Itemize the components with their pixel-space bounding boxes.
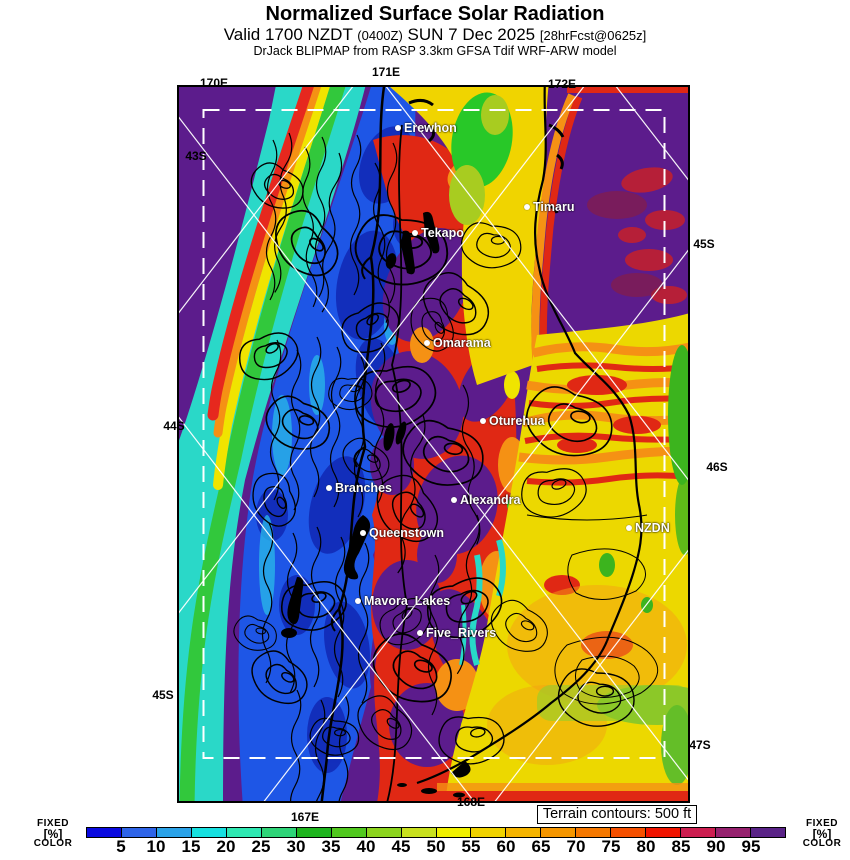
city-dot-icon	[355, 598, 361, 604]
city-dot-icon	[412, 230, 418, 236]
valid-prefix: Valid 1700 NZDT	[223, 25, 353, 44]
colorbar-tick: 60	[496, 837, 516, 856]
colorbar-tick: 40	[356, 837, 376, 856]
city-marker-mavora_lakes	[355, 594, 450, 608]
city-dot-icon	[417, 630, 423, 636]
city-label: Tekapo	[421, 226, 464, 240]
city-marker-oturehua	[480, 414, 545, 428]
city-dot-icon	[451, 497, 457, 503]
city-dot-icon	[480, 418, 486, 424]
colorbar-box	[297, 828, 332, 837]
fixed-color-label-left	[28, 819, 78, 849]
colorbar-box	[192, 828, 227, 837]
colorbar-tick: 5	[116, 837, 126, 856]
terrain-contours-note: Terrain contours: 500 ft	[537, 805, 697, 824]
city-label: Erewhon	[404, 121, 457, 135]
city-label: Timaru	[533, 200, 575, 214]
colorbar-box	[751, 828, 785, 837]
city-dot-icon	[360, 530, 366, 536]
fixed-label-line: COLOR	[802, 838, 842, 849]
colorbar-box	[576, 828, 611, 837]
colorbar-box	[157, 828, 192, 837]
colorbar-box	[646, 828, 681, 837]
city-marker-nzdn	[626, 521, 670, 535]
fixed-color-label-right	[797, 819, 847, 849]
colorbar-box	[716, 828, 751, 837]
colorbar-tick: 90	[706, 837, 726, 856]
fixed-label-line: FIXED	[806, 818, 838, 829]
colorbar-tick: 50	[426, 837, 446, 856]
city-marker-five_rivers	[417, 626, 496, 640]
city-dot-icon	[524, 204, 530, 210]
colorbar-box	[681, 828, 716, 837]
city-label: Mavora_Lakes	[364, 594, 451, 608]
lat-label-46s: 46S	[706, 460, 728, 474]
colorbar-tick: 80	[636, 837, 656, 856]
colorbar-tick: 10	[146, 837, 166, 856]
lat-label-44s: 44S	[163, 419, 185, 433]
valid-date: SUN 7 Dec 2025	[407, 25, 536, 44]
colorbar-tick: 20	[216, 837, 236, 856]
colorbar-tick: 30	[286, 837, 306, 856]
city-marker-queenstown	[360, 526, 444, 540]
colorbar-box	[262, 828, 297, 837]
lon-label-168e: 168E	[456, 795, 486, 809]
colorbar-tick: 15	[181, 837, 201, 856]
solar-radiation-map	[177, 85, 690, 803]
fixed-label-line: COLOR	[33, 838, 73, 849]
colorbar-tick: 75	[601, 837, 621, 856]
colorbar-tick: 35	[321, 837, 341, 856]
colorbar-tick: 65	[531, 837, 551, 856]
city-dot-icon	[626, 525, 632, 531]
fixed-label-line: [%]	[812, 827, 832, 841]
page-title: Normalized Surface Solar Radiation	[265, 3, 605, 25]
city-marker-tekapo	[412, 226, 464, 240]
valid-time-line	[135, 25, 735, 45]
city-dot-icon	[326, 485, 332, 491]
lat-label-45s-right: 45S	[693, 237, 715, 251]
colorbar-box	[471, 828, 506, 837]
colorbar-box	[227, 828, 262, 837]
colorbar-tick: 70	[566, 837, 586, 856]
colorbar-box	[611, 828, 646, 837]
lon-label-167e: 167E	[290, 810, 320, 824]
city-marker-erewhon	[395, 121, 457, 135]
city-label: Five_Rivers	[426, 626, 497, 640]
city-label: Oturehua	[489, 414, 545, 428]
colorbar-tick: 25	[251, 837, 271, 856]
lon-label-171e: 171E	[371, 65, 401, 79]
forecast-tag: [28hrFcst@0625z]	[539, 28, 647, 43]
city-dot-icon	[395, 125, 401, 131]
city-marker-timaru	[524, 200, 574, 214]
lat-label-45s-left: 45S	[152, 688, 174, 702]
lon-label-172e: 172E	[547, 77, 577, 91]
city-marker-omarama	[424, 336, 491, 350]
city-label: Queenstown	[369, 526, 445, 540]
lon-label-170e: 170E	[199, 76, 229, 90]
colorbar-box	[506, 828, 541, 837]
city-marker-alexandra	[451, 493, 520, 507]
lat-label-43s: 43S	[185, 149, 207, 163]
colorbar-box	[437, 828, 472, 837]
colorbar-box	[87, 828, 122, 837]
map-image	[177, 85, 690, 803]
lat-label-47s: 47S	[689, 738, 711, 752]
city-dot-icon	[424, 340, 430, 346]
city-label: Branches	[335, 481, 392, 495]
colorbar-box	[541, 828, 576, 837]
colorbar-box	[367, 828, 402, 837]
fixed-label-line: [%]	[43, 827, 63, 841]
colorbar-box	[332, 828, 367, 837]
city-label: Omarama	[433, 336, 491, 350]
city-label: Alexandra	[460, 493, 521, 507]
colorbar-box	[402, 828, 437, 837]
city-marker-branches	[326, 481, 392, 495]
valid-zulu: (0400Z)	[357, 28, 403, 43]
colorbar-box	[122, 828, 157, 837]
fixed-label-line: FIXED	[37, 818, 69, 829]
colorbar-tick: 85	[671, 837, 691, 856]
model-line: DrJack BLIPMAP from RASP 3.3km GFSA Tdif WRF-ARW model	[253, 44, 617, 58]
colorbar-tick: 95	[741, 837, 761, 856]
colorbar-tick: 45	[391, 837, 411, 856]
city-label: NZDN	[635, 521, 670, 535]
colorbar-tick: 55	[461, 837, 481, 856]
